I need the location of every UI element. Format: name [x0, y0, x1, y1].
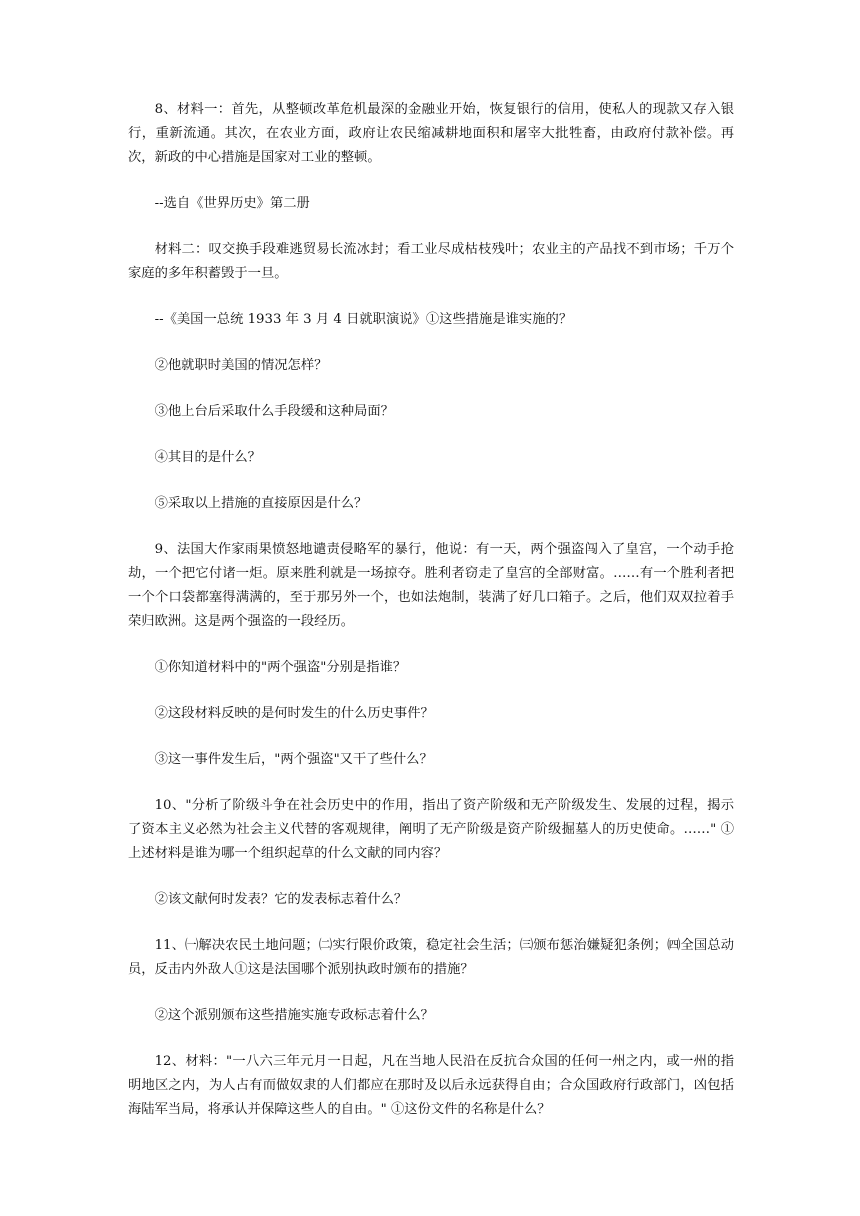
- paragraph-q12-material: 12、材料："一八六三年元月一日起，凡在当地人民沿在反抗合众国的任何一州之内，或一州的指明地区之内，为人占有而做奴隶的人们都应在那时及以后永远获得自由；合众国政府行政部门，凶包括海陆军当局，将承认并保障这些人的自由。" ①这份文件的名称是什么？: [128, 1054, 734, 1117]
- paragraph-q9-sub-1: ①你知道材料中的"两个强盗"分别是指谁？: [154, 660, 407, 675]
- paragraph-q9-material: 9、法国大作家雨果愤怒地谴责侵略军的暴行，他说：有一天，两个强盗闯入了皇宫，一个动手抢劫，一个把它付诸一炬。原来胜利就是一场掠夺。胜利者窃走了皇宫的全部财富。……有一个胜利者把一个个口袋都塞得满满的，至于那另外一个，也如法炮制，装满了好几口箱子。之后，他们双双拉着手荣归欧洲。这是两个强盗的一段经历。: [128, 542, 734, 629]
- paragraph-q8-sub-5: ⑤采取以上措施的直接原因是什么？: [154, 496, 368, 511]
- paragraph-q8-material-1: 8、材料一：首先，从整顿改革危机最深的金融业开始，恢复银行的信用，使私人的现款又存入银行，重新流通。其次，在农业方面，政府让农民缩减耕地面积和屠宰大批牲畜，由政府付款补偿。再次，新政的中心措施是国家对工业的整顿。: [128, 102, 734, 165]
- paragraph-q9-sub-3: ③这一事件发生后，"两个强盗"又干了些什么？: [154, 752, 433, 767]
- paragraph-q9-sub-2: ②这段材料反映的是何时发生的什么历史事件？: [154, 706, 434, 721]
- paragraph-q11-material: 11、㈠解决农民土地问题；㈡实行限价政策，稳定社会生活；㈢颁布惩治嫌疑犯条例；㈣全国总动员，反击内外敌人①这是法国哪个派别执政时颁布的措施？: [128, 938, 734, 977]
- paragraph-q11-sub-2: ②这个派别颁布这些措施实施专政标志着什么？: [154, 1008, 434, 1023]
- paragraph-q8-sub-4: ④其目的是什么？: [154, 450, 261, 465]
- paragraph-q8-sub-3: ③他上台后采取什么手段缓和这种局面？: [154, 404, 394, 419]
- paragraph-q10-sub-2: ②该文献何时发表？它的发表标志着什么？: [154, 892, 408, 907]
- paragraph-q8-source-1: --选自《世界历史》第二册: [154, 196, 310, 211]
- paragraph-q10-material: 10、"分析了阶级斗争在社会历史中的作用，指出了资产阶级和无产阶级发生、发展的过程，揭示了资本主义必然为社会主义代替的客观规律，阐明了无产阶级是资产阶级掘墓人的历史使命。……" ①上述材料是谁为哪一个组织起草的什么文献的同内容？: [128, 798, 734, 861]
- paragraph-q8-material-2: 材料二：叹交换手段难逃贸易长流冰封；看工业尽成枯枝残叶；农业主的产品找不到市场；千万个家庭的多年积蓄毁于一旦。: [128, 242, 734, 281]
- paragraph-q8-source-2: --《美国一总统 1933 年 3 月 4 日就职演说》①这些措施是谁实施的？: [154, 312, 573, 327]
- paragraph-q8-sub-2: ②他就职时美国的情况怎样？: [154, 358, 328, 373]
- document-page: [128, 98, 734, 1144]
